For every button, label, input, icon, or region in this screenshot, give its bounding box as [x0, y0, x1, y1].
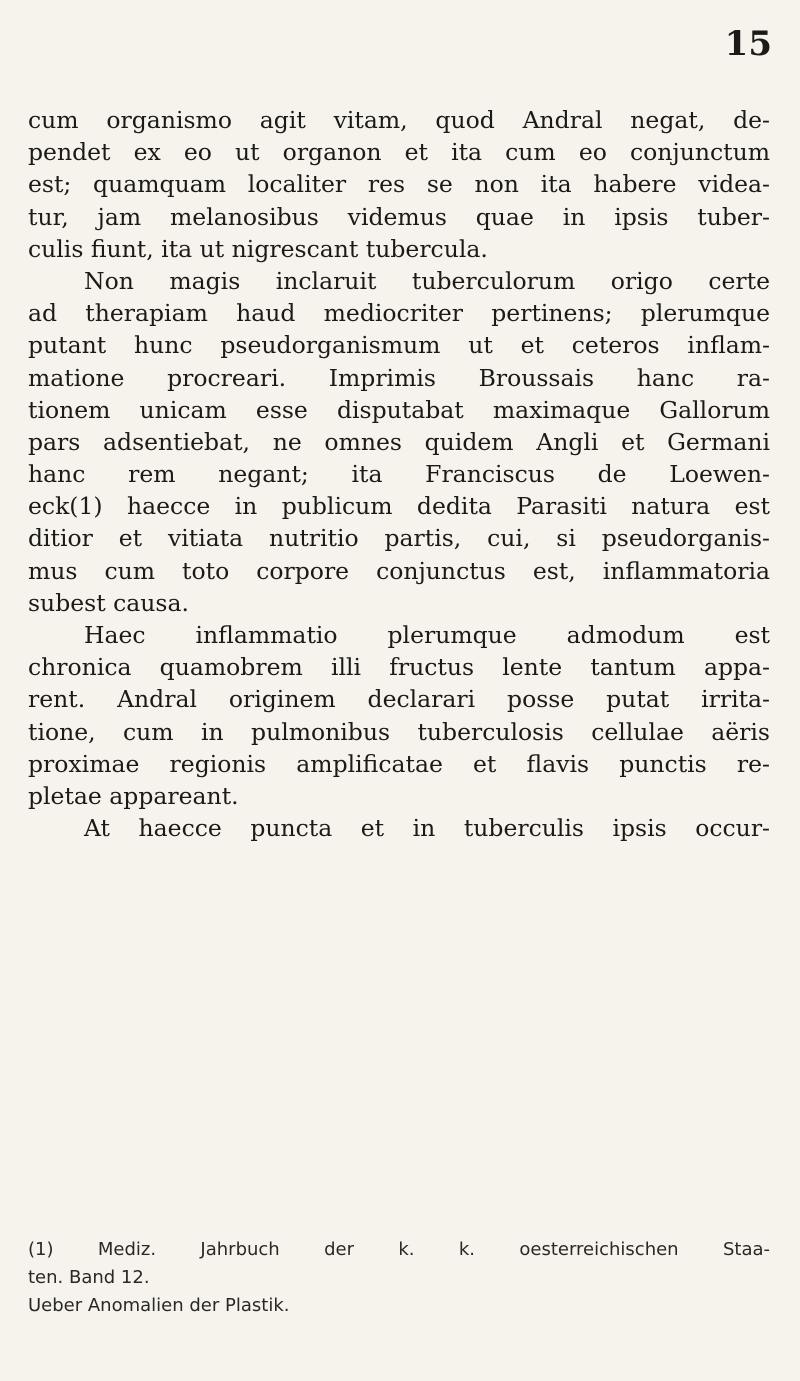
text-line: pletae appareant. — [28, 781, 239, 810]
paragraph-2 — [28, 265, 770, 619]
text-line: Non magis inclaruit tuberculorum origo certe — [84, 266, 770, 295]
text-line: tur, jam melanosibus videmus quae in ipsis tuber- — [28, 202, 770, 231]
text-line: est; quamquam localiter res se non ita habere videa- — [28, 170, 770, 199]
text-line: putant hunc pseudorganismum ut et ceteros inflam- — [28, 331, 770, 360]
text-line: tione, cum in pulmonibus tuberculosis cellulae aëris — [28, 717, 770, 746]
text-line: pendet ex eo ut organon et ita cum eo conjunctum — [28, 138, 770, 167]
text-line: Haec inflammatio plerumque admodum est — [84, 621, 770, 649]
footnote-line: ten. Band 12. — [28, 1267, 150, 1288]
text-line: proximae regionis amplificatae et flavis punctis re- — [28, 749, 770, 778]
text-line: hanc rem negant; ita Franciscus de Loewen- — [28, 460, 770, 489]
paragraph-1 — [28, 104, 770, 265]
text-line: matione procreari. Imprimis Broussais hanc ra- — [28, 363, 770, 392]
text-line: subest causa. — [28, 588, 189, 617]
footnote-line: (1) Mediz. Jahrbuch der k. k. oesterreichischen Staa- — [28, 1239, 770, 1260]
paragraph-4 — [28, 812, 770, 844]
text-line: pars adsentiebat, ne omnes quidem Angli et Germani — [28, 427, 770, 456]
text-line: cum organismo agit vitam, quod Andral negat, de- — [28, 106, 770, 134]
text-line: At haecce puncta et in tuberculis ipsis occur- — [84, 814, 770, 843]
footnote-line: Ueber Anomalien der Plastik. — [28, 1295, 290, 1316]
text-line: ditior et vitiata nutritio partis, cui, si pseudorganis- — [28, 524, 770, 553]
body-text — [28, 104, 770, 844]
text-line: chronica quamobrem illi fructus lente tantum appa- — [28, 653, 770, 682]
text-line: tionem unicam esse disputabat maximaque Gallorum — [28, 395, 770, 424]
text-line: mus cum toto corpore conjunctus est, inflammatoria — [28, 556, 770, 585]
text-line: culis fiunt, ita ut nigrescant tubercula. — [28, 234, 488, 263]
footnote — [28, 1236, 770, 1320]
text-line: eck(1) haecce in publicum dedita Parasiti natura est — [28, 492, 770, 521]
text-line: rent. Andral originem declarari posse putat irrita- — [28, 685, 770, 714]
paragraph-3 — [28, 619, 770, 812]
text-line: ad therapiam haud mediocriter pertinens; plerumque — [28, 299, 770, 328]
page-number: 15 — [724, 24, 772, 64]
